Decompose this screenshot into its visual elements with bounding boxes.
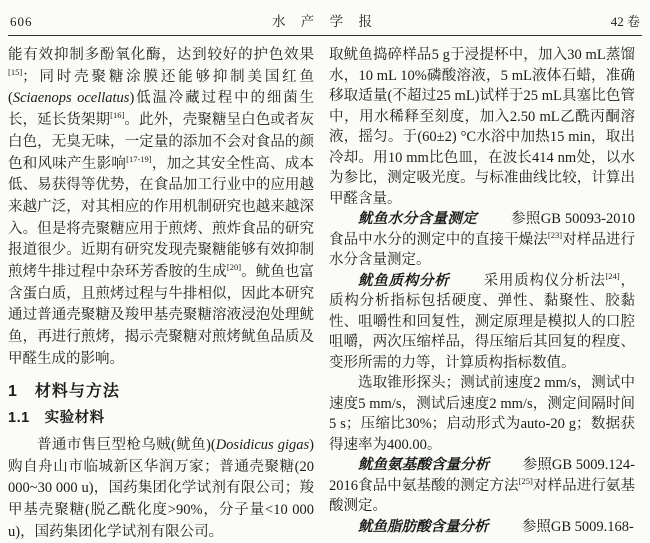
section-heading	[8, 381, 314, 403]
text-segment: 参照GB 5009.124-2016食品中氨基酸的测定方法	[329, 457, 635, 494]
page-header	[8, 8, 642, 36]
paragraph	[329, 517, 635, 538]
run-in-heading: 鱿鱼水分含量测定	[358, 211, 478, 227]
citation-ref: [20]	[226, 262, 242, 273]
citation-ref: [17-19]	[126, 153, 152, 164]
run-in-heading: 鱿鱼氨基酸含量分析	[358, 457, 490, 473]
text-segment: 取鱿鱼捣碎样品5 g于浸提杯中，加入30 mL蒸馏水，10 mL 10%磷酸溶液，5 mL液体石蜡，准确移取适量(不超过25 mL)试样于25 mL具塞比色管中，用水稀释至刻度，加入2.50 mL乙酰丙酮溶液，摇匀。于(60±2) °C水浴中加热15 min，取出冷却。用10 mm比色皿，在波长414 nm处，以水为参比，测定吸光度。与标准曲线比较，计算出甲醛含量。	[329, 47, 635, 207]
text-segment: 1.1 实验材料	[8, 410, 105, 427]
text-segment: ，加之其安全性高、成本低、易获得等优势，在食品加工行业中的应用越来越广泛，对其相应的作用机制研究也越来越深入。但是将壳聚糖应用于煎烤、煎炸食品的研究报道很少。近期有研究发现壳聚糖能够有效抑制煎烤牛排过程中杂环芳香胺的生成	[8, 155, 315, 281]
volume-label: 42 卷	[610, 14, 640, 29]
text-segment: 对样品进行水分含量测定。	[329, 231, 636, 268]
citation-ref: [25]	[518, 475, 533, 486]
paragraph	[329, 45, 635, 209]
text-segment: )低温冷藏过程中的细菌生长，延长货架期	[8, 90, 314, 129]
text-segment: 参照GB 50093-2010食品中水分的测定中的直接干燥法	[329, 211, 635, 248]
text-segment: 参照GB 5009.168-	[521, 518, 634, 535]
left-column	[8, 45, 314, 543]
latin-species-name: Dosidicus gigas	[215, 436, 310, 453]
subsection-heading	[8, 408, 314, 430]
text-segment: ；同时壳聚糖涂膜还能够抑制美国红鱼(	[8, 68, 314, 107]
citation-ref: [23]	[547, 229, 563, 240]
text-segment: )购自舟山市临城新区华润万家；普通壳聚糖(20 000~30 000 u)，国药集团化学试剂有限公司；羧甲基壳聚糖(脱乙酰化度>90%，分子量<10 000 u)，国药集团化学试剂有限公司。	[8, 436, 314, 540]
text-segment: 普通市售巨型枪乌贼(鱿鱼)(	[37, 436, 216, 453]
paragraph	[329, 209, 635, 271]
text-segment: 对样品进行氨基酸测定。	[329, 477, 636, 514]
citation-ref: [24]	[605, 270, 620, 281]
text-segment: 。鱿鱼也富含蛋白质，且煎烤过程与牛排相似，因此本研究通过普通壳聚糖及羧甲基壳聚糖溶液浸泡处理鱿鱼，再进行煎烤，揭示壳聚糖对煎烤鱿鱼品质及甲醛生成的影响。	[8, 264, 315, 367]
run-in-heading: 鱿鱼脂肪酸含量分析	[358, 518, 489, 535]
journal-title: 水 产 学 报	[271, 14, 379, 29]
paragraph	[329, 373, 635, 455]
run-in-heading: 鱿鱼质构分析	[358, 272, 450, 289]
paragraph	[8, 45, 314, 371]
text-segment: 能有效抑制多酚氧化酶，达到较好的护色效果	[8, 47, 314, 63]
latin-species-name: Sciaenops ocellatus	[12, 90, 130, 107]
two-column-body	[8, 36, 642, 543]
right-column	[329, 45, 635, 543]
paragraph	[329, 271, 635, 374]
text-segment: 。此外，壳聚糖呈白色或者灰白色，无臭无味，一定量的添加不会对食品的颜色和风味产生影响	[8, 112, 314, 172]
text-segment: 1 材料与方法	[8, 382, 120, 400]
paragraph	[329, 455, 635, 517]
paragraph	[8, 435, 314, 543]
text-segment: ，质构分析指标包括硬度、弹性、黏聚性、胶黏性、咀嚼性和回复性，测定原理是模拟人的口腔咀嚼，两次压缩样品，得压缩后其回复的程度、变形所需的力等，计算质构指标数值。	[329, 272, 636, 371]
page-number: 606	[10, 14, 33, 29]
text-segment: 选取锥形探头；测试前速度2 mm/s，测试中速度5 mm/s，测试后速度2 mm/s，测定间隔时间5 s；压缩比30%；启动形式为auto-20 g；数据获得速率为400.00。	[329, 375, 635, 453]
citation-ref: [16]	[110, 110, 125, 121]
citation-ref: [15]	[8, 66, 23, 77]
text-segment: 采用质构仪分析法	[482, 272, 606, 289]
